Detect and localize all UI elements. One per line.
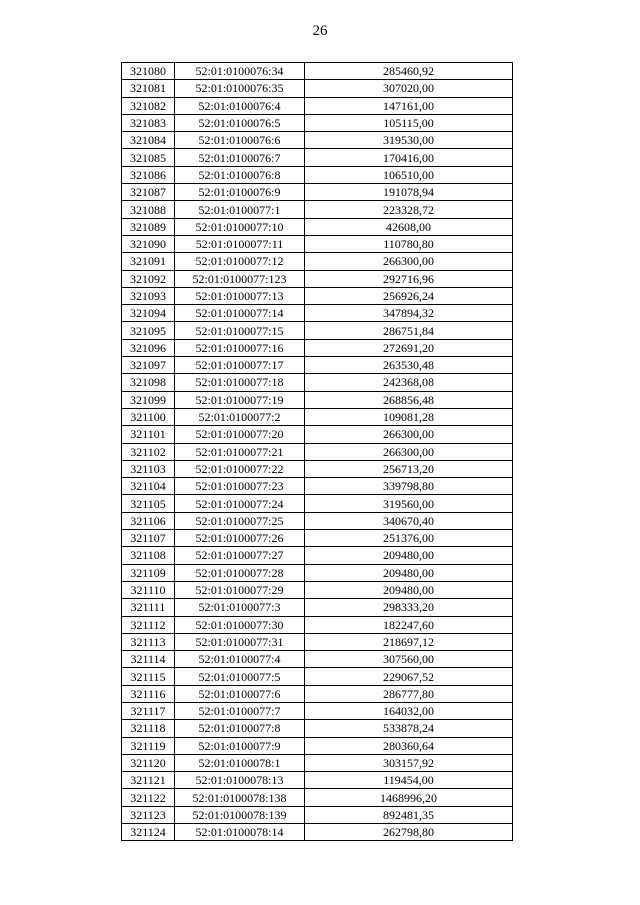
row-id-cell: 321123 <box>122 806 175 823</box>
row-id-cell: 321086 <box>122 166 175 183</box>
cadastral-number-cell: 52:01:0100077:30 <box>175 616 305 633</box>
cadastral-number-cell: 52:01:0100077:27 <box>175 547 305 564</box>
value-cell: 209480,00 <box>305 581 513 598</box>
row-id-cell: 321111 <box>122 599 175 616</box>
value-cell: 286751,84 <box>305 322 513 339</box>
cadastral-number-cell: 52:01:0100076:6 <box>175 132 305 149</box>
table-row <box>122 737 513 754</box>
table-row <box>122 97 513 114</box>
table-row <box>122 633 513 650</box>
row-id-cell: 321084 <box>122 132 175 149</box>
cadastral-number-cell: 52:01:0100077:7 <box>175 702 305 719</box>
cadastral-number-cell: 52:01:0100077:29 <box>175 581 305 598</box>
cadastral-number-cell: 52:01:0100076:5 <box>175 114 305 131</box>
table-row <box>122 581 513 598</box>
table-row <box>122 426 513 443</box>
table-row <box>122 460 513 477</box>
row-id-cell: 321085 <box>122 149 175 166</box>
row-id-cell: 321081 <box>122 80 175 97</box>
table-row <box>122 80 513 97</box>
cadastral-number-cell: 52:01:0100077:11 <box>175 235 305 252</box>
row-id-cell: 321087 <box>122 184 175 201</box>
cadastral-number-cell: 52:01:0100076:35 <box>175 80 305 97</box>
value-cell: 110780,80 <box>305 235 513 252</box>
value-cell: 209480,00 <box>305 564 513 581</box>
row-id-cell: 321117 <box>122 702 175 719</box>
value-cell: 251376,00 <box>305 530 513 547</box>
table-row <box>122 530 513 547</box>
value-cell: 347894,32 <box>305 305 513 322</box>
row-id-cell: 321100 <box>122 408 175 425</box>
value-cell: 298333,20 <box>305 599 513 616</box>
cadastral-number-cell: 52:01:0100076:34 <box>175 63 305 80</box>
row-id-cell: 321103 <box>122 460 175 477</box>
row-id-cell: 321104 <box>122 478 175 495</box>
value-cell: 209480,00 <box>305 547 513 564</box>
value-cell: 319530,00 <box>305 132 513 149</box>
table-row <box>122 253 513 270</box>
row-id-cell: 321083 <box>122 114 175 131</box>
cadastral-number-cell: 52:01:0100077:26 <box>175 530 305 547</box>
value-cell: 164032,00 <box>305 702 513 719</box>
table-row <box>122 287 513 304</box>
value-cell: 119454,00 <box>305 772 513 789</box>
row-id-cell: 321088 <box>122 201 175 218</box>
cadastral-number-cell: 52:01:0100077:20 <box>175 426 305 443</box>
table-row <box>122 824 513 841</box>
value-cell: 218697,12 <box>305 633 513 650</box>
table-row <box>122 772 513 789</box>
value-cell: 223328,72 <box>305 201 513 218</box>
row-id-cell: 321114 <box>122 651 175 668</box>
table-row <box>122 114 513 131</box>
value-cell: 191078,94 <box>305 184 513 201</box>
table-row <box>122 495 513 512</box>
value-cell: 319560,00 <box>305 495 513 512</box>
table-row <box>122 339 513 356</box>
cadastral-number-cell: 52:01:0100078:14 <box>175 824 305 841</box>
value-cell: 280360,64 <box>305 737 513 754</box>
row-id-cell: 321121 <box>122 772 175 789</box>
cadastral-number-cell: 52:01:0100077:28 <box>175 564 305 581</box>
cadastral-number-cell: 52:01:0100077:13 <box>175 287 305 304</box>
cadastral-number-cell: 52:01:0100077:24 <box>175 495 305 512</box>
cadastral-value-table <box>121 62 513 841</box>
value-cell: 266300,00 <box>305 443 513 460</box>
table-row <box>122 357 513 374</box>
row-id-cell: 321097 <box>122 357 175 374</box>
cadastral-number-cell: 52:01:0100077:10 <box>175 218 305 235</box>
cadastral-number-cell: 52:01:0100078:13 <box>175 772 305 789</box>
cadastral-number-cell: 52:01:0100078:138 <box>175 789 305 806</box>
value-cell: 1468996,20 <box>305 789 513 806</box>
value-cell: 266300,00 <box>305 253 513 270</box>
value-cell: 182247,60 <box>305 616 513 633</box>
table-row <box>122 132 513 149</box>
cadastral-number-cell: 52:01:0100077:12 <box>175 253 305 270</box>
value-cell: 307560,00 <box>305 651 513 668</box>
table-row <box>122 754 513 771</box>
row-id-cell: 321118 <box>122 720 175 737</box>
row-id-cell: 321095 <box>122 322 175 339</box>
table-row <box>122 512 513 529</box>
row-id-cell: 321089 <box>122 218 175 235</box>
value-cell: 266300,00 <box>305 426 513 443</box>
cadastral-number-cell: 52:01:0100078:1 <box>175 754 305 771</box>
row-id-cell: 321110 <box>122 581 175 598</box>
value-cell: 292716,96 <box>305 270 513 287</box>
cadastral-number-cell: 52:01:0100076:9 <box>175 184 305 201</box>
value-cell: 242368,08 <box>305 374 513 391</box>
row-id-cell: 321109 <box>122 564 175 581</box>
value-cell: 170416,00 <box>305 149 513 166</box>
table-row <box>122 547 513 564</box>
table-row <box>122 651 513 668</box>
row-id-cell: 321098 <box>122 374 175 391</box>
row-id-cell: 321107 <box>122 530 175 547</box>
page-number: 26 <box>312 23 328 39</box>
value-cell: 262798,80 <box>305 824 513 841</box>
value-cell: 229067,52 <box>305 668 513 685</box>
row-id-cell: 321122 <box>122 789 175 806</box>
row-id-cell: 321108 <box>122 547 175 564</box>
value-cell: 256713,20 <box>305 460 513 477</box>
table-row <box>122 305 513 322</box>
table-row <box>122 201 513 218</box>
table-row <box>122 408 513 425</box>
cadastral-number-cell: 52:01:0100077:6 <box>175 685 305 702</box>
table-row <box>122 478 513 495</box>
cadastral-number-cell: 52:01:0100077:31 <box>175 633 305 650</box>
row-id-cell: 321113 <box>122 633 175 650</box>
row-id-cell: 321115 <box>122 668 175 685</box>
cadastral-number-cell: 52:01:0100078:139 <box>175 806 305 823</box>
row-id-cell: 321112 <box>122 616 175 633</box>
value-cell: 106510,00 <box>305 166 513 183</box>
value-cell: 109081,28 <box>305 408 513 425</box>
cadastral-number-cell: 52:01:0100077:22 <box>175 460 305 477</box>
cadastral-number-cell: 52:01:0100077:5 <box>175 668 305 685</box>
row-id-cell: 321096 <box>122 339 175 356</box>
value-cell: 263530,48 <box>305 357 513 374</box>
table-row <box>122 789 513 806</box>
table-row <box>122 720 513 737</box>
value-cell: 533878,24 <box>305 720 513 737</box>
cadastral-number-cell: 52:01:0100077:15 <box>175 322 305 339</box>
row-id-cell: 321106 <box>122 512 175 529</box>
value-cell: 307020,00 <box>305 80 513 97</box>
cadastral-number-cell: 52:01:0100077:19 <box>175 391 305 408</box>
row-id-cell: 321101 <box>122 426 175 443</box>
cadastral-number-cell: 52:01:0100077:2 <box>175 408 305 425</box>
cadastral-number-cell: 52:01:0100077:8 <box>175 720 305 737</box>
table-row <box>122 616 513 633</box>
table-row <box>122 166 513 183</box>
cadastral-number-cell: 52:01:0100076:4 <box>175 97 305 114</box>
value-cell: 286777,80 <box>305 685 513 702</box>
value-cell: 42608,00 <box>305 218 513 235</box>
table-row <box>122 374 513 391</box>
cadastral-number-cell: 52:01:0100077:16 <box>175 339 305 356</box>
cadastral-number-cell: 52:01:0100077:17 <box>175 357 305 374</box>
value-cell: 272691,20 <box>305 339 513 356</box>
row-id-cell: 321102 <box>122 443 175 460</box>
value-cell: 268856,48 <box>305 391 513 408</box>
table-row <box>122 668 513 685</box>
row-id-cell: 321090 <box>122 235 175 252</box>
cadastral-number-cell: 52:01:0100077:1 <box>175 201 305 218</box>
table-body <box>122 63 513 841</box>
table-row <box>122 564 513 581</box>
table-row <box>122 63 513 80</box>
table-row <box>122 184 513 201</box>
value-cell: 339798,80 <box>305 478 513 495</box>
cadastral-number-cell: 52:01:0100076:8 <box>175 166 305 183</box>
row-id-cell: 321094 <box>122 305 175 322</box>
table-row <box>122 806 513 823</box>
table-row <box>122 599 513 616</box>
row-id-cell: 321120 <box>122 754 175 771</box>
value-cell: 892481,35 <box>305 806 513 823</box>
table-row <box>122 443 513 460</box>
cadastral-number-cell: 52:01:0100077:23 <box>175 478 305 495</box>
cadastral-number-cell: 52:01:0100077:123 <box>175 270 305 287</box>
table-row <box>122 391 513 408</box>
value-cell: 105115,00 <box>305 114 513 131</box>
cadastral-number-cell: 52:01:0100077:14 <box>175 305 305 322</box>
table-row <box>122 685 513 702</box>
cadastral-number-cell: 52:01:0100077:4 <box>175 651 305 668</box>
cadastral-number-cell: 52:01:0100077:3 <box>175 599 305 616</box>
row-id-cell: 321124 <box>122 824 175 841</box>
value-cell: 256926,24 <box>305 287 513 304</box>
row-id-cell: 321093 <box>122 287 175 304</box>
row-id-cell: 321105 <box>122 495 175 512</box>
cadastral-number-cell: 52:01:0100077:9 <box>175 737 305 754</box>
cadastral-number-cell: 52:01:0100076:7 <box>175 149 305 166</box>
value-cell: 303157,92 <box>305 754 513 771</box>
table-row <box>122 149 513 166</box>
row-id-cell: 321092 <box>122 270 175 287</box>
table-row <box>122 235 513 252</box>
cadastral-number-cell: 52:01:0100077:18 <box>175 374 305 391</box>
table-row <box>122 322 513 339</box>
value-cell: 285460,92 <box>305 63 513 80</box>
row-id-cell: 321082 <box>122 97 175 114</box>
row-id-cell: 321099 <box>122 391 175 408</box>
table-row <box>122 702 513 719</box>
cadastral-number-cell: 52:01:0100077:21 <box>175 443 305 460</box>
value-cell: 340670,40 <box>305 512 513 529</box>
cadastral-number-cell: 52:01:0100077:25 <box>175 512 305 529</box>
value-cell: 147161,00 <box>305 97 513 114</box>
table-row <box>122 270 513 287</box>
table-row <box>122 218 513 235</box>
row-id-cell: 321080 <box>122 63 175 80</box>
row-id-cell: 321091 <box>122 253 175 270</box>
row-id-cell: 321116 <box>122 685 175 702</box>
row-id-cell: 321119 <box>122 737 175 754</box>
